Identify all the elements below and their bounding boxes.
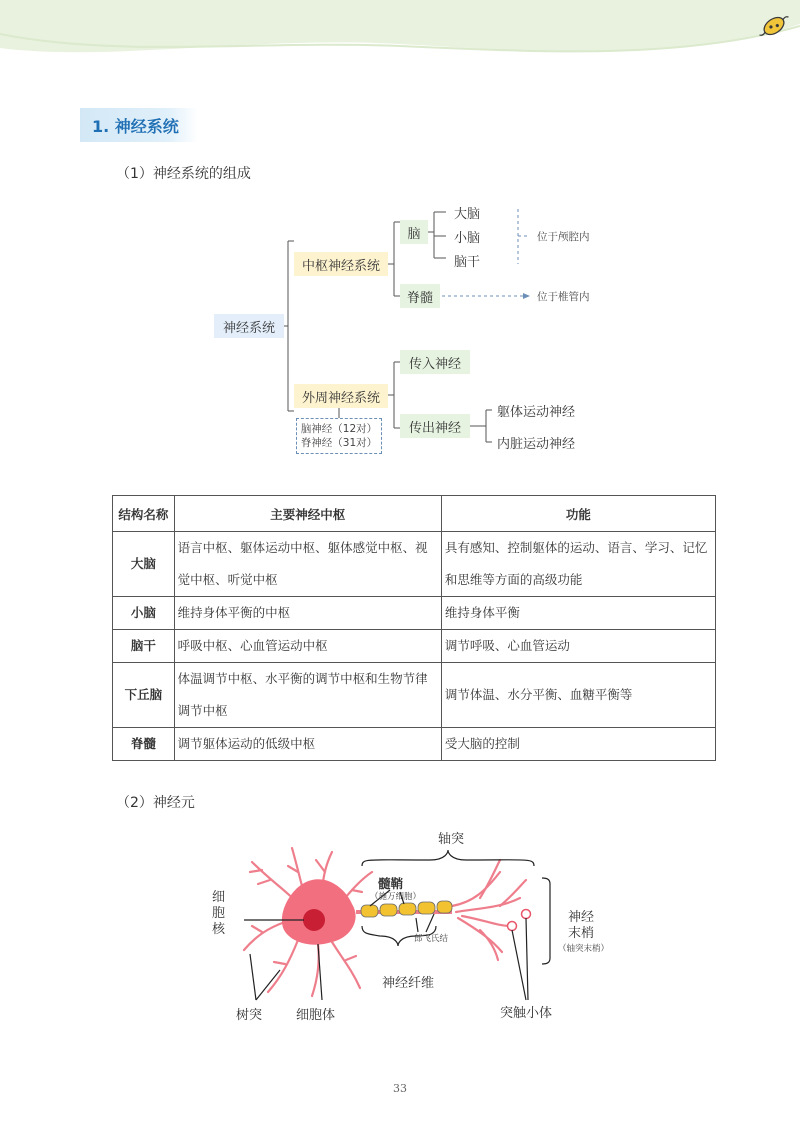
label-nerve-ending-line-1: 神经	[568, 910, 595, 925]
label-dendrite: 树突	[236, 1008, 263, 1023]
label-nerve-ending-line-2: 末梢	[568, 926, 595, 941]
label-nucleus-char-1: 细	[212, 890, 226, 905]
spinal-nerve-count: 脊神经（31对）	[300, 437, 378, 449]
cell-name: 小脑	[113, 597, 175, 630]
node-somatic-motor-nerve: 躯体运动神经	[497, 404, 576, 420]
node-spinal-cord: 脊髓	[400, 284, 440, 308]
node-brain: 脑	[400, 220, 428, 244]
section-heading: 1. 神经系统	[80, 108, 198, 142]
label-schwann-cell: （施万细胞）	[370, 892, 422, 902]
table-row	[113, 532, 716, 597]
node-visceral-motor-nerve: 内脏运动神经	[497, 436, 576, 452]
label-nucleus	[212, 890, 225, 938]
node-cerebellum: 小脑	[454, 230, 481, 246]
cell-function: 调节呼吸、心血管运动	[441, 630, 715, 663]
node-nervous-system: 神经系统	[214, 314, 284, 338]
cell-centers: 维持身体平衡的中枢	[174, 597, 441, 630]
cell-name: 大脑	[113, 532, 175, 597]
header-structure-name: 结构名称	[113, 496, 175, 532]
node-efferent-nerve: 传出神经	[400, 414, 470, 438]
label-myelin-sheath: 髓鞘	[378, 876, 404, 891]
table-row	[113, 728, 716, 761]
subsection-heading-composition: （1）神经系统的组成	[116, 166, 251, 182]
header-main-centers: 主要神经中枢	[174, 496, 441, 532]
cell-centers: 调节躯体运动的低级中枢	[174, 728, 441, 761]
label-nucleus-char-3: 核	[212, 922, 226, 937]
label-node-of-ranvier: 郎飞氏结	[414, 934, 449, 944]
neuron-diagram	[0, 820, 800, 1030]
label-axon-terminal: （轴突末梢）	[558, 944, 610, 954]
spinal-location-note: 位于椎管内	[537, 290, 590, 303]
header-function: 功能	[441, 496, 715, 532]
cell-centers: 呼吸中枢、心血管运动中枢	[174, 630, 441, 663]
cranial-spinal-nerve-note	[296, 418, 382, 454]
subsection-heading-neuron: （2）神经元	[116, 795, 195, 811]
label-nerve-fiber: 神经纤维	[382, 976, 435, 991]
node-peripheral-nervous-system: 外周神经系统	[294, 384, 388, 408]
table-row	[113, 663, 716, 728]
brain-structure-table	[112, 495, 716, 761]
label-cell-body: 细胞体	[296, 1008, 336, 1023]
table-row	[113, 630, 716, 663]
header-decoration	[0, 0, 800, 80]
label-synaptic-knob: 突触小体	[500, 1006, 553, 1021]
page-number: 33	[393, 1082, 407, 1095]
cell-name: 下丘脑	[113, 663, 175, 728]
node-afferent-nerve: 传入神经	[400, 350, 470, 374]
brain-location-note: 位于颅腔内	[537, 230, 590, 243]
node-cerebrum: 大脑	[454, 206, 481, 222]
label-axon: 轴突	[438, 832, 465, 847]
cell-centers: 语言中枢、躯体运动中枢、躯体感觉中枢、视觉中枢、听觉中枢	[174, 532, 441, 597]
cranial-nerve-count: 脑神经（12对）	[300, 423, 378, 435]
cell-function: 受大脑的控制	[441, 728, 715, 761]
cell-function: 具有感知、控制躯体的运动、语言、学习、记忆和思维等方面的高级功能	[441, 532, 715, 597]
cell-function: 维持身体平衡	[441, 597, 715, 630]
table-row	[113, 597, 716, 630]
cell-centers: 体温调节中枢、水平衡的调节中枢和生物节律调节中枢	[174, 663, 441, 728]
cell-name: 脊髓	[113, 728, 175, 761]
node-brainstem: 脑干	[454, 254, 481, 270]
node-central-nervous-system: 中枢神经系统	[294, 252, 388, 276]
label-nucleus-char-2: 胞	[212, 906, 226, 921]
cell-function: 调节体温、水分平衡、血糖平衡等	[441, 663, 715, 728]
cell-name: 脑干	[113, 630, 175, 663]
